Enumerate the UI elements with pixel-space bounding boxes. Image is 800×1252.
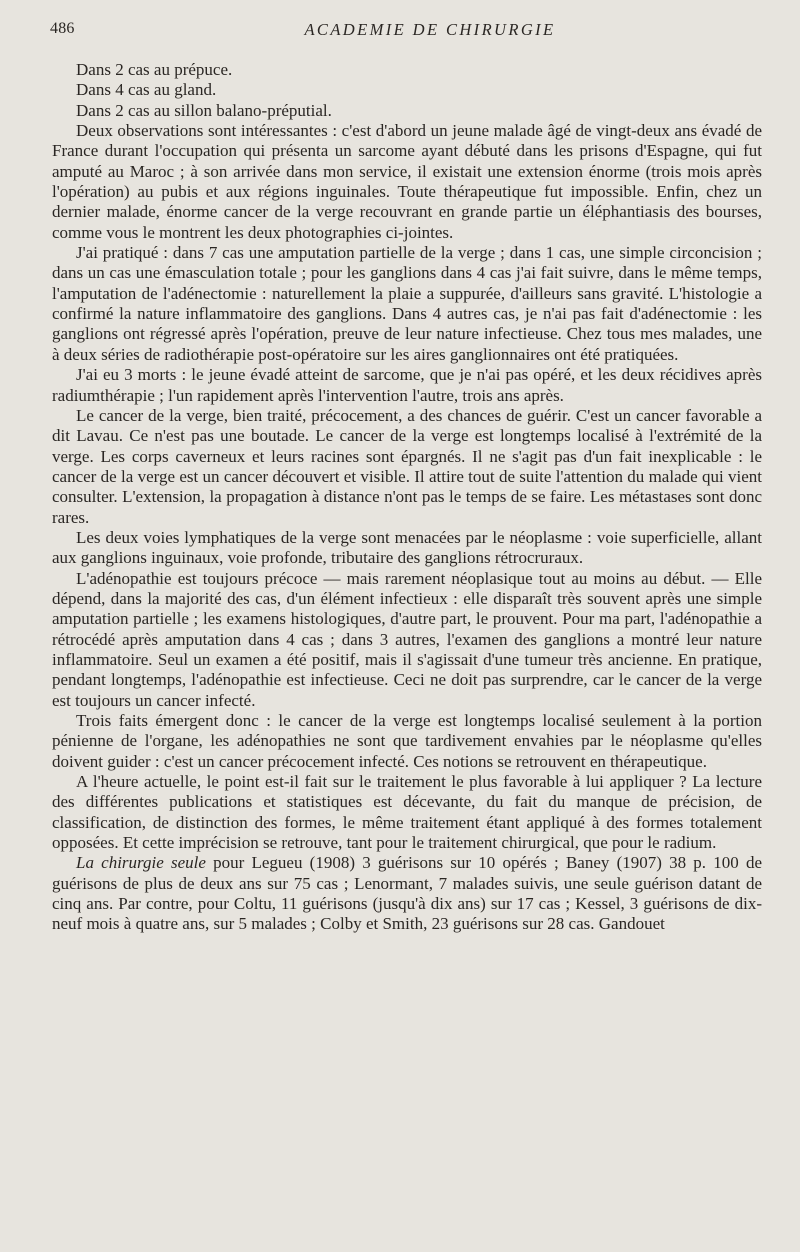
paragraph-lead: La chirurgie seule (76, 853, 206, 873)
page-number: 486 (50, 20, 75, 37)
body-text (52, 60, 762, 935)
paragraph-text: pour Legueu (1908) 3 guérisons sur 10 opérés ; Baney (1907) 38 p. 100 de guérisons de plus de deux ans sur 75 cas ; Lenormant, 7 malades suivis, une seule guérison datant de cinq ans. Par contre, pour Coltu, 11 guérisons (jusqu'à dix ans) sur 17 cas ; Kessel, 3 guérisons de dix-neuf mois à quatre ans, sur 5 malades ; Colby et Smith, 23 guérisons sur 28 cas. Gandouet (52, 853, 762, 934)
running-title: ACADEMIE DE CHIRURGIE (304, 20, 556, 39)
paragraph: J'ai pratiqué : dans 7 cas une amputation partielle de la verge ; dans 1 cas, une simple circoncision ; dans un cas une émasculation totale ; pour les ganglions dans 4 cas j'ai fait suivre, dans le même temps, l'amputation de l'adénectomie : naturellement la plaie a suppurée, d'ailleurs sans gravité. L'histologie a confirmé la nature inflammatoire des ganglions. Dans 4 autres cas, je n'ai pas fait d'adénectomie : les ganglions ont régressé après l'opération, preuve de leur nature infectieuse. Chez tous mes malades, une à deux séries de radiothérapie post-opératoire sur les aires ganglionnaires ont été pratiquées. (52, 243, 762, 364)
paragraph: L'adénopathie est toujours précoce — mais rarement néoplasique tout au moins au début. — Elle dépend, dans la majorité des cas, d'un élément infectieux : elle disparaît très souvent après une simple amputation partielle ; les examens histologiques, d'autre part, le prouvent. Pour ma part, l'adénopathie a rétrocédé après amputation dans 4 cas ; dans 3 autres, l'examen des ganglions a montré leur nature inflammatoire. Seul un examen a été positif, mais il s'agissait d'une tumeur très ancienne. En pratique, pendant longtemps, l'adénopathie est infectieuse. Ceci ne doit pas surprendre, car le cancer de la verge est toujours un cancer infecté. (52, 568, 762, 710)
paragraph: J'ai eu 3 morts : le jeune évadé atteint de sarcome, que je n'ai pas opéré, et les deux récidives après radiumthérapie ; l'un rapidement après l'intervention l'autre, trois ans après. (52, 365, 762, 405)
paragraph: Trois faits émergent donc : le cancer de la verge est longtemps localisé seulement à la portion pénienne de l'organe, les adénopathies ne sont que tardivement envahies par le néoplasme qu'elles doivent guider : c'est un cancer précocement infecté. Ces notions se retrouvent en thérapeutique. (52, 711, 762, 771)
paragraph: Le cancer de la verge, bien traité, précocement, a des chances de guérir. C'est un cancer favorable a dit Lavau. Ce n'est pas une boutade. Le cancer de la verge est longtemps localisé à l'extrémité de la verge. Les corps caverneux et leurs racines sont épargnés. Il ne s'agit pas d'un fait inexplicable : le cancer de la verge est un cancer découvert et visible. Il attire tout de suite l'attention du malade qui vient consulter. L'extension, la propagation à distance n'ont pas le temps de se faire. Les métastases sont donc rares. (52, 405, 762, 527)
paragraph (52, 853, 762, 934)
paragraph: Deux observations sont intéressantes : c'est d'abord un jeune malade âgé de vingt-deux ans évadé de France durant l'occupation qui présenta un sarcome ayant débuté dans les prisons d'Espagne, qui fut amputé au Maroc ; à son arrivée dans mon service, il existait une extension énorme (trois mois après l'opération) au pubis et aux régions inguinales. Toute thérapeutique fut impossible. Enfin, chez un dernier malade, énorme cancer de la verge recouvrant en grande partie un éléphantiasis des bourses, comme vous le montrent les deux photographies ci-jointes. (52, 121, 762, 242)
paragraph: Dans 2 cas au prépuce. (76, 60, 233, 79)
paragraph: Dans 4 cas au gland. (76, 80, 217, 100)
paragraph: Dans 2 cas au sillon balano-préputial. (76, 100, 332, 120)
paragraph: A l'heure actuelle, le point est-il fait sur le traitement le plus favorable à lui appliquer ? La lecture des différentes publications et statistiques est décevante, du fait du manque de précision, de classification, de distinction des formes, le même traitement étant appliqué à des formes totalement opposées. Et cette imprécision se retrouve, tant pour le traitement chirurgical, que pour le radium. (52, 772, 762, 853)
paragraph: Les deux voies lymphatiques de la verge sont menacées par le néoplasme : voie superficielle, allant aux ganglions inguinaux, voie profonde, tributaire des ganglions rétrocruraux. (52, 527, 762, 568)
page-header (50, 20, 750, 44)
